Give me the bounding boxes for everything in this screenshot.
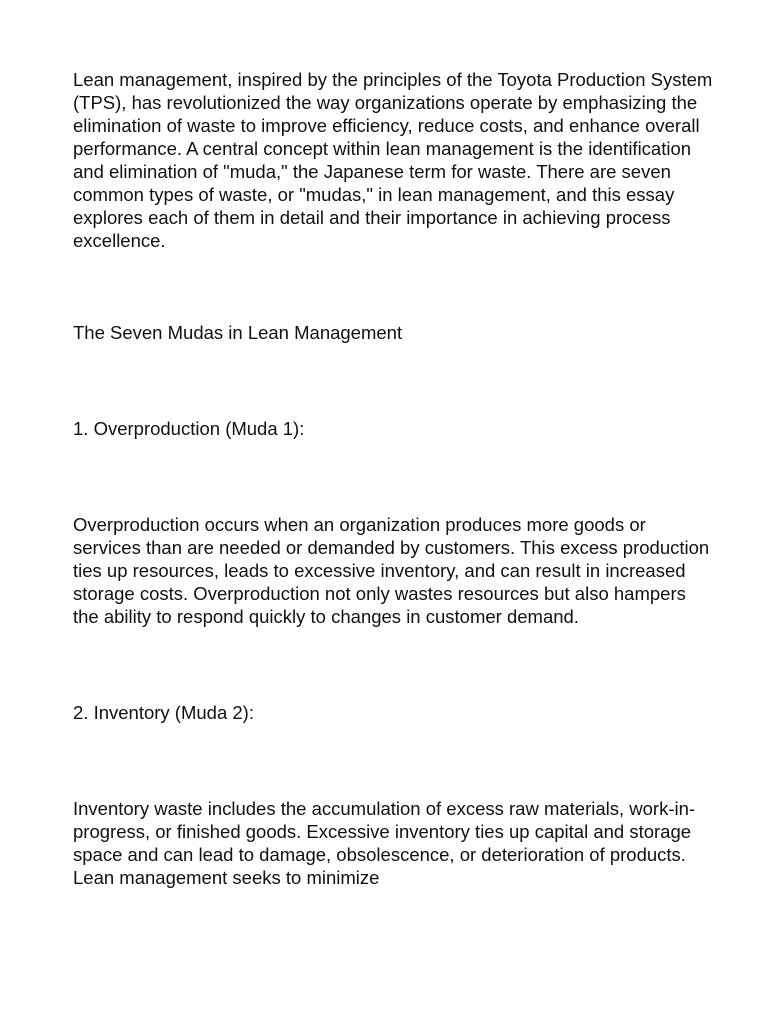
item-heading-overproduction: 1. Overproduction (Muda 1): [73, 418, 305, 439]
spacer [73, 628, 713, 701]
spacer [73, 252, 713, 321]
spacer [73, 344, 713, 417]
spacer [73, 440, 713, 513]
section-title: The Seven Mudas in Lean Management [73, 322, 403, 343]
spacer [73, 724, 713, 797]
item-heading-inventory: 2. Inventory (Muda 2): [73, 702, 254, 723]
item-body-inventory: Inventory waste includes the accumulation of excess raw materials, work-in-progress, or finished goods. Excessive inventory ties up capital and storage space and can lead to damage, obsolescence, or deterioration of products. Lean management seeks to minimize [73, 798, 696, 888]
document-page [73, 68, 713, 889]
intro-paragraph: Lean management, inspired by the principles of the Toyota Production System (TPS), has revolutionized the way organizations operate by emphasizing the elimination of waste to improve efficiency, reduce costs, and enhance overall performance. A central concept within lean management is the identification and elimination of "muda," the Japanese term for waste. There are seven common types of waste, or "mudas," in lean management, and this essay explores each of them in detail and their importance in achieving process excellence. [73, 69, 713, 251]
item-body-overproduction: Overproduction occurs when an organization produces more goods or services than are needed or demanded by customers. This excess production ties up resources, leads to excessive inventory, and can result in increased storage costs. Overproduction not only wastes resources but also hampers the ability to respond quickly to changes in customer demand. [73, 514, 710, 627]
